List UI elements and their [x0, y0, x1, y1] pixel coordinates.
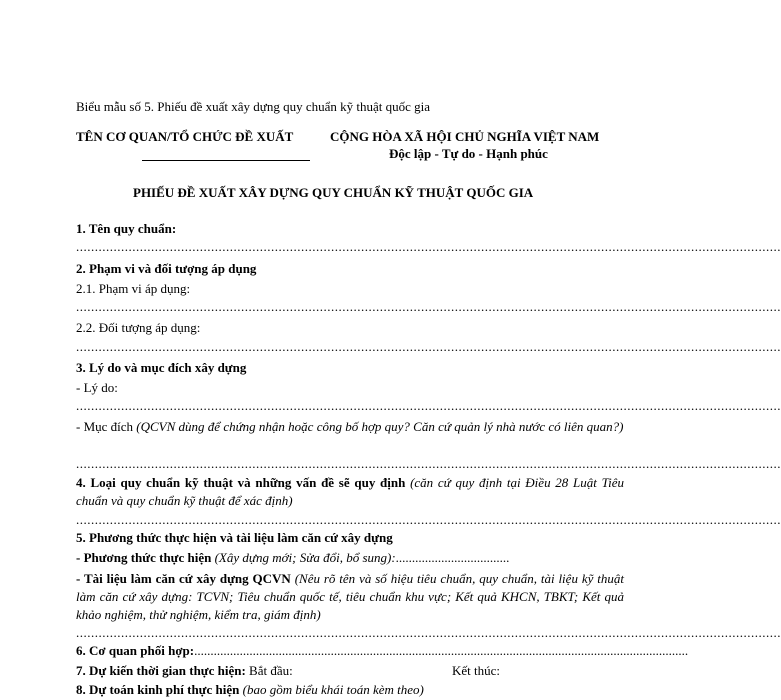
section-6-heading: 6. Cơ quan phối hợp: — [76, 643, 195, 658]
fill-line: ............................................................................................................................................................................................ — [76, 239, 781, 254]
section-2-heading: 2. Phạm vi và đối tượng áp dụng — [76, 261, 257, 276]
purpose-paragraph — [76, 418, 624, 436]
section-7-heading: 7. Dự kiến thời gian thực hiện: — [76, 663, 246, 678]
section-6-line — [76, 643, 689, 659]
section-8-note: (bao gồm biểu khái toán kèm theo) — [239, 682, 424, 697]
docs-note: (Nêu rõ tên và số hiệu tiêu chuẩn, quy chuẩn, tài liệu kỹ thuật làm căn cứ xây dựng: TCVN; Tiêu chuẩn quốc tế, tiêu chuẩn khu vực; Kết quả KHCN, TBKT; Kết quả khảo nghiệm, thử nghiệm, kiểm tra, giám định) — [76, 571, 624, 622]
section-4-paragraph — [76, 474, 624, 510]
reason-label: - Lý do: — [76, 380, 118, 395]
section-8-heading: 8. Dự toán kinh phí thực hiện — [76, 682, 240, 697]
method-line — [76, 550, 509, 566]
nation-name: CỘNG HÒA XÃ HỘI CHỦ NGHĨA VIỆT NAM — [330, 129, 600, 144]
section-1-heading: 1. Tên quy chuẩn: — [76, 221, 177, 236]
fill-line: ............................................................................................................................................................................................ — [76, 339, 781, 354]
agency-name: TÊN CƠ QUAN/TỔ CHỨC ĐỀ XUẤT — [76, 129, 294, 144]
start-label: Bắt đầu: — [245, 663, 293, 678]
section-4-heading: 4. Loại quy chuẩn kỹ thuật và những vấn đề sẽ quy định — [76, 475, 406, 490]
section-4-note: (căn cứ quy định tại Điều 28 Luật Tiêu chuẩn và quy chuẩn kỹ thuật để xác định) — [76, 475, 624, 508]
fill-line: ............................................................................................................................................................................................ — [76, 398, 781, 413]
purpose-label: - Mục đích — [76, 419, 137, 434]
subject-label: 2.2. Đối tượng áp dụng: — [76, 320, 201, 335]
method-note: (Xây dựng mới; Sửa đổi, bổ sung): — [211, 550, 396, 565]
method-label: - Phương thức thực hiện — [76, 550, 212, 565]
fill-line: ............................................................................................................................................................................................ — [76, 625, 781, 640]
fill-line: ............................................................................................................................................................................................ — [76, 299, 781, 314]
method-dots: ................................... — [395, 550, 510, 565]
scope-label: 2.1. Phạm vi áp dụng: — [76, 281, 191, 296]
fill-line: ............................................................................................................................................................................................ — [76, 512, 781, 527]
section-7-line — [76, 663, 293, 679]
document-title: PHIẾU ĐỀ XUẤT XÂY DỰNG QUY CHUẨN KỸ THUẬT QUỐC GIA — [133, 185, 534, 200]
form-caption: Biểu mẫu số 5. Phiếu đề xuất xây dựng quy chuẩn kỹ thuật quốc gia — [76, 99, 431, 114]
section-8-line — [76, 682, 424, 698]
docs-paragraph — [76, 570, 624, 624]
section-6-dots: ........................................................................................................................................................ — [194, 643, 689, 658]
end-label: Kết thúc: — [452, 663, 501, 678]
agency-underline — [142, 160, 310, 161]
docs-label: - Tài liệu làm căn cứ xây dựng QCVN — [76, 571, 291, 586]
section-5-heading: 5. Phương thức thực hiện và tài liệu làm căn cứ xây dựng — [76, 530, 393, 545]
purpose-note: (QCVN dùng để chứng nhận hoặc công bố hợp quy? Căn cứ quản lý nhà nước có liên quan?) — [136, 419, 624, 434]
national-motto: Độc lập - Tự do - Hạnh phúc — [389, 146, 548, 161]
section-3-heading: 3. Lý do và mục đích xây dựng — [76, 360, 247, 375]
fill-line: ............................................................................................................................................................................................ — [76, 456, 781, 471]
